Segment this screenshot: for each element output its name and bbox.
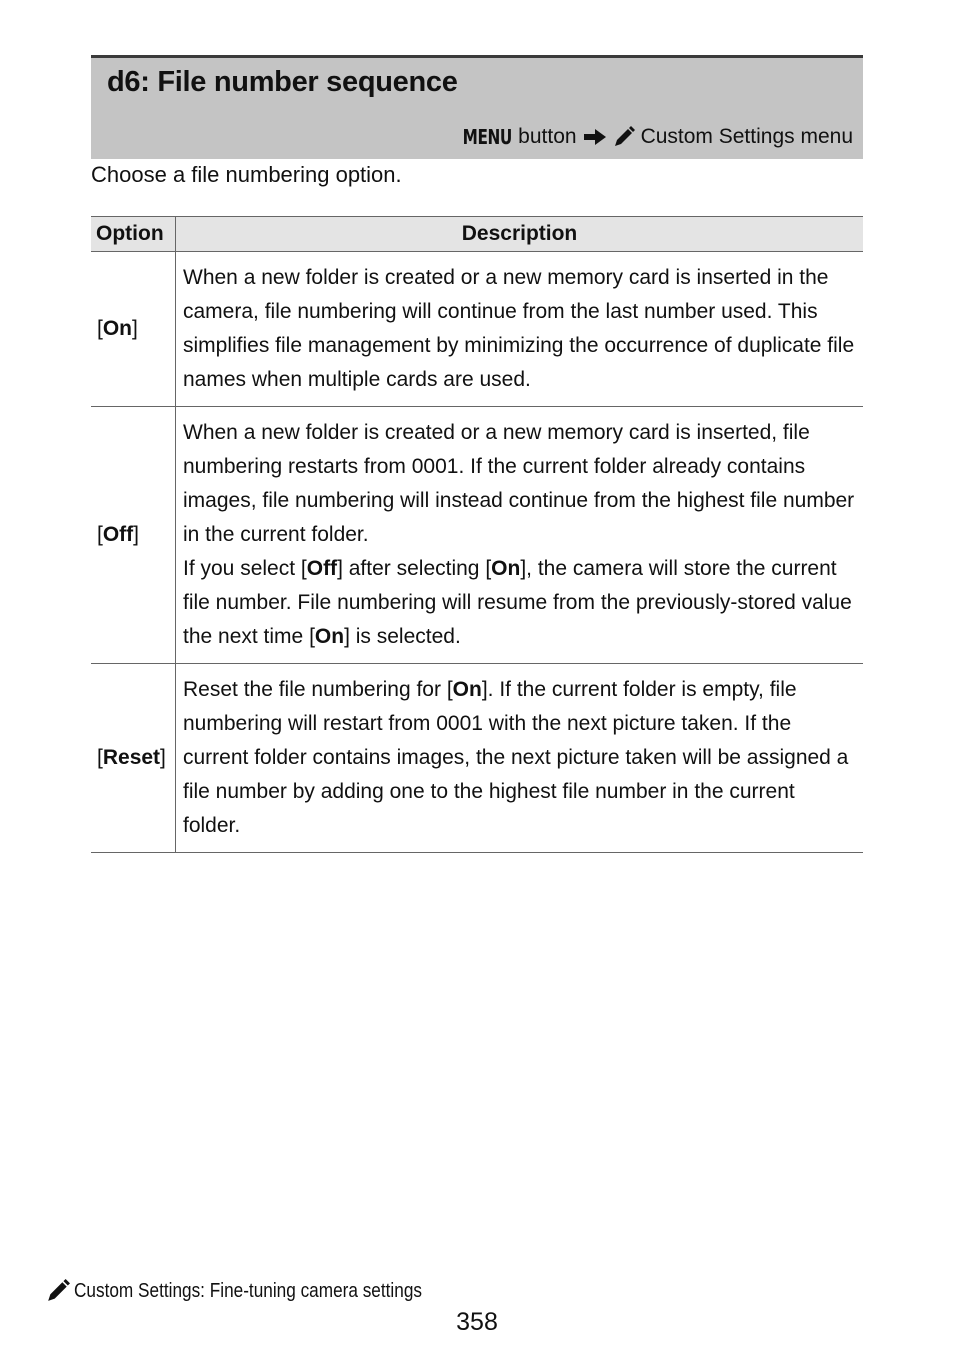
- footer-section-text: Custom Settings: Fine-tuning camera settings: [74, 1279, 422, 1302]
- option-name: Reset: [102, 746, 161, 769]
- option-reference: On: [452, 678, 482, 701]
- footer-section-label: [46, 1279, 479, 1303]
- option-reference: On: [314, 625, 345, 648]
- intro-text: Choose a file numbering option.: [91, 162, 402, 187]
- description-text: If you select [Off] after selecting [On], the camera will store the current file number. File numbering will resume from the previously-stored value the next time [On] is selected.: [183, 557, 852, 648]
- option-cell: [On]: [91, 252, 176, 407]
- button-word: button: [518, 125, 577, 148]
- description-text: When a new folder is created or a new memory card is inserted in the camera, file numbering will continue from the last number used. This simplifies file management by minimizing the occurrence of duplicate file names when multiple cards are used.: [183, 266, 855, 391]
- option-cell: [Reset]: [91, 664, 176, 853]
- table-row: [91, 407, 863, 664]
- description-cell: [176, 252, 864, 407]
- column-header-description: Description: [176, 217, 864, 252]
- option-reference: On: [491, 557, 521, 580]
- description-text: Reset the file numbering for [On]. If the current folder is empty, file numbering will restart from 0001 with the next picture taken. If the current folder contains images, the next picture taken will be assigned a file number by adding one to the highest file number in the current folder.: [183, 678, 849, 837]
- pencil-icon: [613, 126, 635, 148]
- menu-key-label: MENU: [462, 125, 513, 149]
- options-table: [91, 216, 863, 853]
- menu-path: [454, 125, 853, 149]
- pencil-icon: [46, 1279, 70, 1303]
- table-row: [91, 664, 863, 853]
- table-header-row: [91, 217, 863, 252]
- arrow-right-icon: [583, 128, 607, 146]
- page-number: 358: [456, 1308, 498, 1336]
- description-text: When a new folder is created or a new memory card is inserted, file numbering restarts from 0001. If the current folder already contains images, file numbering will instead continue from the highest file number in the current folder.: [183, 421, 855, 546]
- option-name: Off: [102, 523, 134, 546]
- option-reference: Off: [306, 557, 338, 580]
- description-cell: [176, 407, 864, 664]
- option-name: On: [102, 317, 133, 340]
- column-header-option: Option: [91, 217, 176, 252]
- description-cell: [176, 664, 864, 853]
- table-row: [91, 252, 863, 407]
- menu-name: Custom Settings menu: [640, 125, 853, 148]
- option-cell: [Off]: [91, 407, 176, 664]
- section-header: [91, 55, 863, 159]
- page-title: d6: File number sequence: [107, 66, 458, 98]
